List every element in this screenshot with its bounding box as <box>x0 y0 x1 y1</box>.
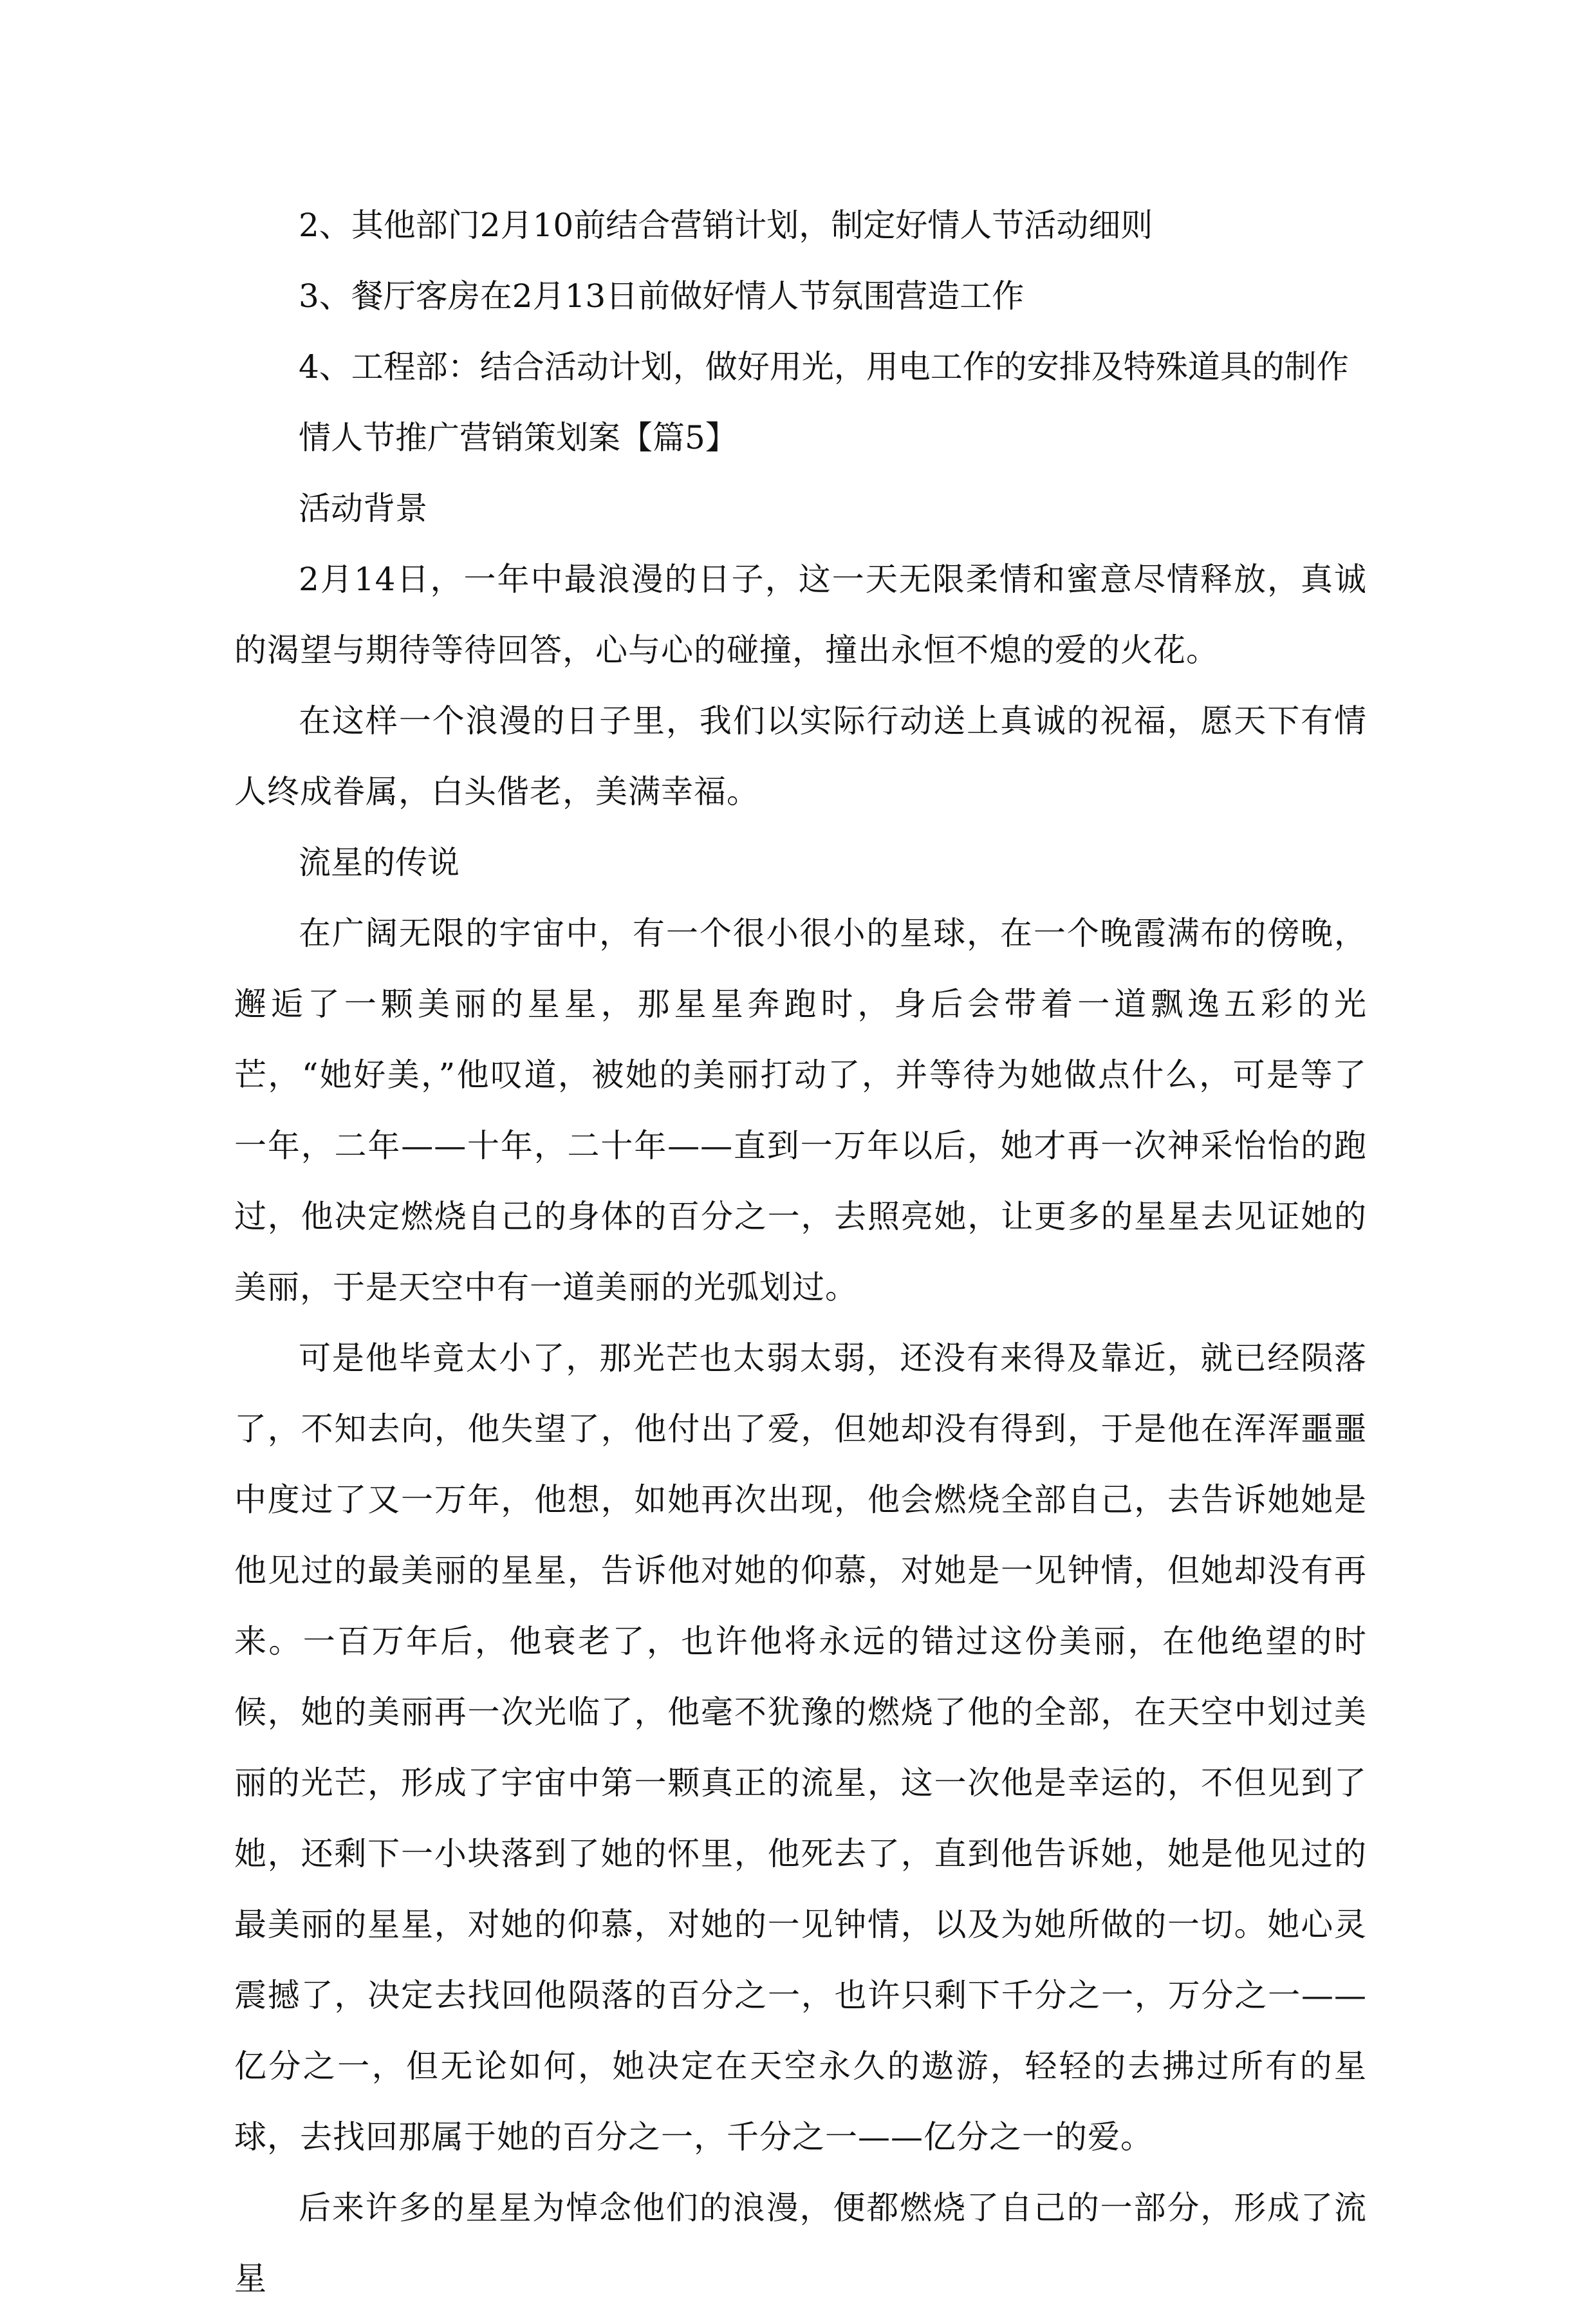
list-item-other-departments: 2、其他部门2月10前结合营销计划，制定好情人节活动细则 <box>299 207 1153 244</box>
list-item-restaurant-rooms: 3、餐厅客房在2月13日前做好情人节氛围营造工作 <box>299 277 1025 315</box>
subheading-activity-background: 活动背景 <box>299 490 427 527</box>
paragraph-blessing: 在这样一个浪漫的日子里，我们以实际行动送上真诚的祝福，愿天下有情人终成眷属，白头偕老，美满幸福。 <box>234 702 1367 810</box>
subheading-meteor-legend: 流星的传说 <box>299 844 459 881</box>
section-heading-plan-5: 情人节推广营销策划案【篇5】 <box>299 419 738 456</box>
list-item-engineering: 4、工程部：结合活动计划，做好用光，用电工作的安排及特殊道具的制作 <box>299 348 1349 386</box>
paragraph-legend-part-2: 可是他毕竟太小了，那光芒也太弱太弱，还没有来得及靠近，就已经陨落了，不知去向，他失望了，他付出了爱，但她却没有得到，于是他在浑浑噩噩中度过了又一万年，他想，如她再次出现，他会燃烧全部自己，去告诉她她是他见过的最美丽的星星，告诉他对她的仰慕，对她是一见钟情，但她却没有再来。一百万年后，他衰老了，也许他将永远的错过这份美丽，在他绝望的时候，她的美丽再一次光临了，他毫不犹豫的燃烧了他的全部，在天空中划过美丽的光芒，形成了宇宙中第一颗真正的流星，这一次他是幸运的，不但见到了她，还剩下一小块落到了她的怀里，他死去了，直到他告诉她，她是他见过的最美丽的星星，对她的仰慕，对她的一见钟情，以及为她所做的一切。她心灵震撼了，决定去找回他陨落的百分之一，也许只剩下千分之一，万分之一——亿分之一，但无论如何，她决定在天空永久的遨游，轻轻的去拂过所有的星球，去找回那属于她的百分之一，千分之一——亿分之一的爱。 <box>234 1339 1367 2156</box>
paragraph-legend-part-1: 在广阔无限的宇宙中，有一个很小很小的星球，在一个晚霞满布的傍晚，邂逅了一颗美丽的星星，那星星奔跑时，身后会带着一道飘逸五彩的光芒，“她好美，”他叹道，被她的美丽打动了，并等待为她做点什么，可是等了一年，二年——十年，二十年——直到一万年以后，她才再一次神采怡怡的跑过，他决定燃烧自己的身体的百分之一，去照亮她，让更多的星星去见证她的美丽，于是天空中有一道美丽的光弧划过。 <box>234 915 1367 1306</box>
paragraph-legend-part-3: 后来许多的星星为悼念他们的浪漫，便都燃烧了自己的一部分，形成了流星 <box>234 2189 1367 2297</box>
paragraph-feb-14: 2月14日，一年中最浪漫的日子，这一天无限柔情和蜜意尽情释放，真诚的渴望与期待等待回答，心与心的碰撞，撞出永恒不熄的爱的火花。 <box>234 561 1367 669</box>
document-body <box>234 190 1367 2314</box>
